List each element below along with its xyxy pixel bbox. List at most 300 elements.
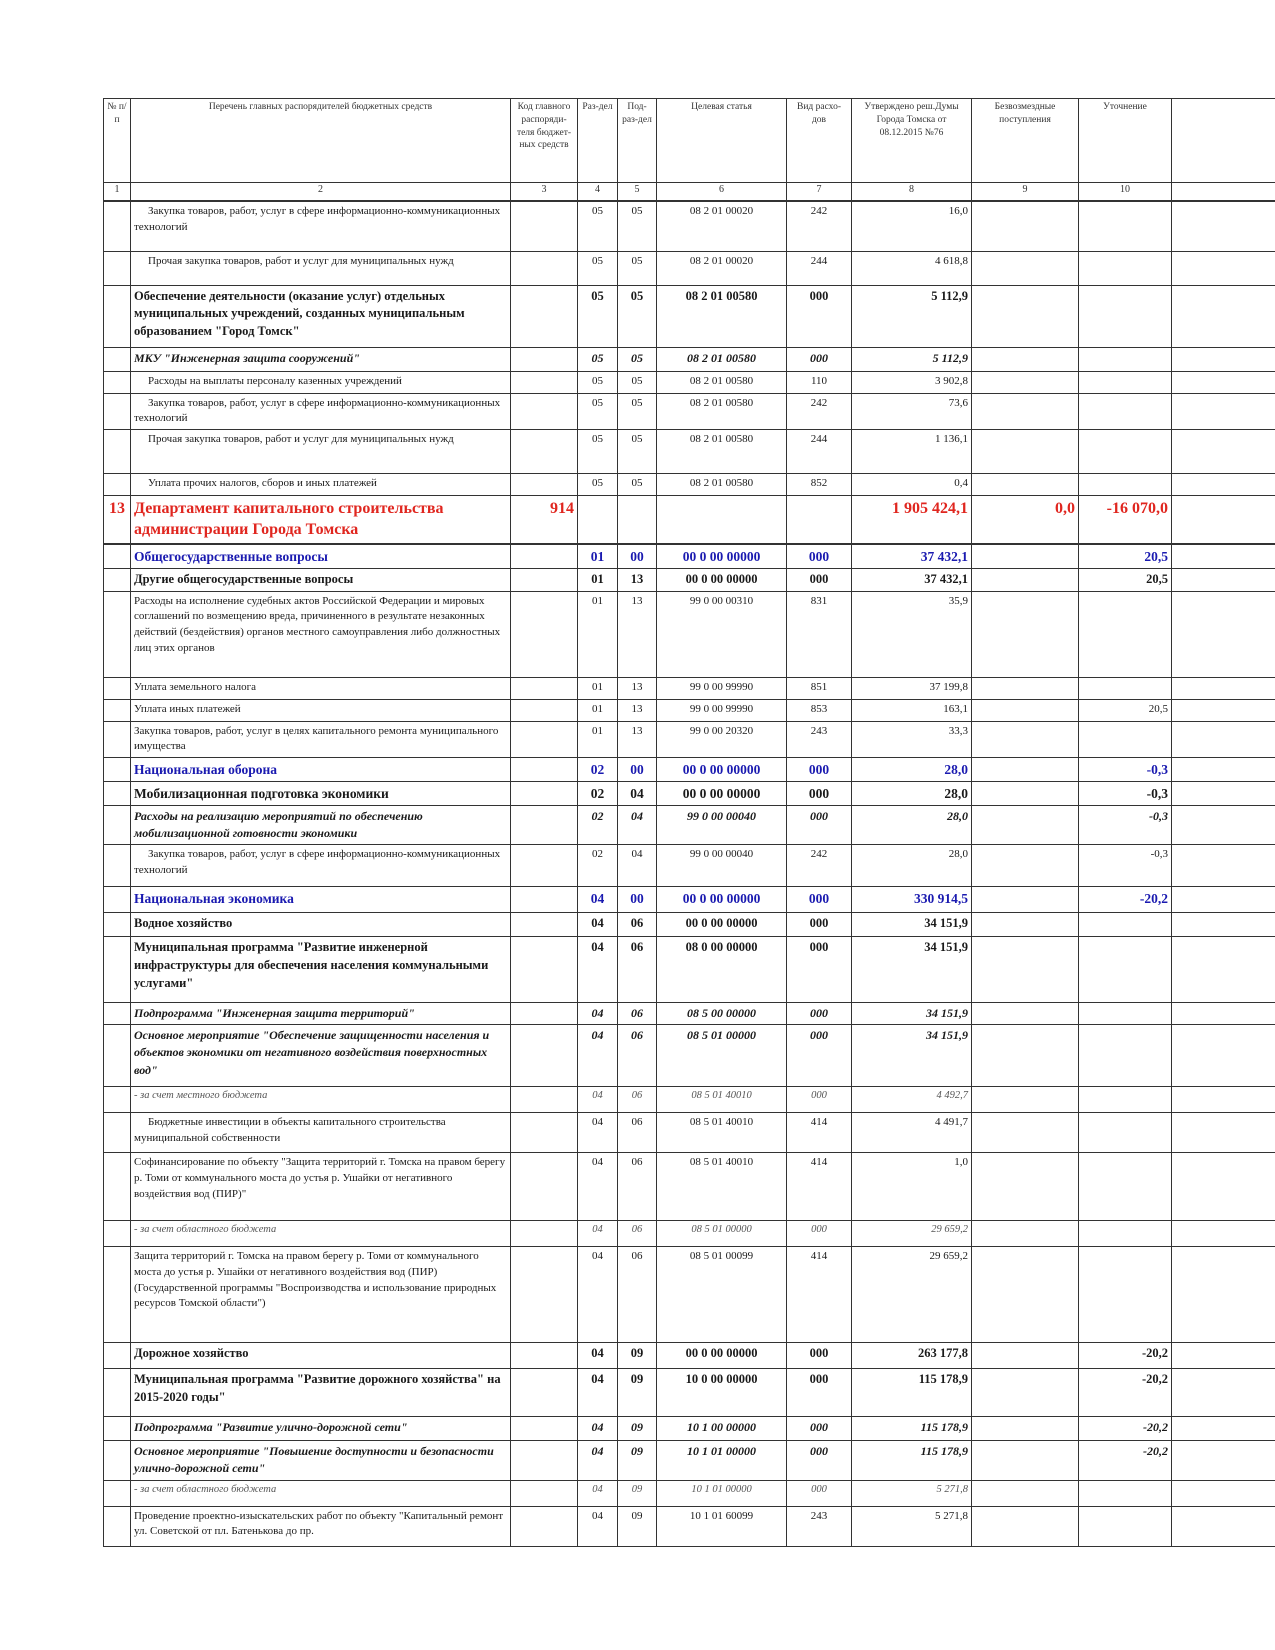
row-name: МКУ "Инженерная защита сооружений"	[131, 347, 511, 371]
header-col-bezv: Безвозмездные поступления	[972, 99, 1079, 183]
extra-cell	[1172, 429, 1275, 473]
row-number	[104, 393, 131, 429]
column-number: 3	[511, 183, 578, 202]
expense-type-cell: 242	[787, 201, 852, 251]
distributor-code	[511, 677, 578, 699]
extra-cell	[1172, 1247, 1275, 1343]
razdel-cell: 05	[578, 393, 618, 429]
target-article-cell: 00 0 00 00000	[657, 1343, 787, 1369]
row-number	[104, 845, 131, 887]
target-article-cell: 08 5 01 40010	[657, 1087, 787, 1113]
table-row	[104, 1113, 1275, 1153]
distributor-code	[511, 1087, 578, 1113]
approved-amount: 28,0	[852, 806, 972, 845]
target-article-cell: 99 0 00 00310	[657, 591, 787, 677]
row-number	[104, 251, 131, 285]
adjustment-amount: -0,3	[1079, 782, 1172, 806]
row-number	[104, 1087, 131, 1113]
podrazdel-cell: 13	[618, 591, 657, 677]
podrazdel-cell: 05	[618, 371, 657, 393]
razdel-cell: 04	[578, 1247, 618, 1343]
expense-type-cell: 852	[787, 473, 852, 495]
adjustment-amount	[1079, 677, 1172, 699]
extra-cell	[1172, 285, 1275, 347]
expense-type-cell: 243	[787, 721, 852, 757]
table-row	[104, 1506, 1275, 1546]
approved-amount: 3 902,8	[852, 371, 972, 393]
grants-amount	[972, 544, 1079, 569]
header-col-statya: Целевая статья	[657, 99, 787, 183]
row-name: Основное мероприятие "Повышение доступности и безопасности улично-дорожной сети"	[131, 1441, 511, 1480]
grants-amount	[972, 1369, 1079, 1417]
adjustment-amount	[1079, 1025, 1172, 1087]
approved-amount: 5 271,8	[852, 1480, 972, 1506]
row-number	[104, 1221, 131, 1247]
row-number	[104, 201, 131, 251]
row-name: - за счет областного бюджета	[131, 1480, 511, 1506]
extra-cell	[1172, 1087, 1275, 1113]
table-row	[104, 347, 1275, 371]
expense-type-cell: 244	[787, 251, 852, 285]
expense-type-cell: 000	[787, 1369, 852, 1417]
razdel-cell: 04	[578, 1369, 618, 1417]
table-row	[104, 677, 1275, 699]
adjustment-amount: -0,3	[1079, 845, 1172, 887]
grants-amount	[972, 1113, 1079, 1153]
row-number: 13	[104, 495, 131, 544]
approved-amount: 115 178,9	[852, 1369, 972, 1417]
target-article-cell: 00 0 00 00000	[657, 544, 787, 569]
distributor-code	[511, 1113, 578, 1153]
distributor-code	[511, 937, 578, 1003]
target-article-cell: 99 0 00 20320	[657, 721, 787, 757]
table-row	[104, 591, 1275, 677]
row-name: Дорожное хозяйство	[131, 1343, 511, 1369]
distributor-code	[511, 1221, 578, 1247]
podrazdel-cell: 09	[618, 1369, 657, 1417]
approved-amount: 1 136,1	[852, 429, 972, 473]
grants-amount	[972, 806, 1079, 845]
grants-amount	[972, 1441, 1079, 1480]
podrazdel-cell: 05	[618, 393, 657, 429]
row-number	[104, 1113, 131, 1153]
row-number	[104, 347, 131, 371]
distributor-code	[511, 591, 578, 677]
distributor-code	[511, 913, 578, 937]
razdel-cell: 04	[578, 1480, 618, 1506]
table-row	[104, 782, 1275, 806]
row-name: Закупка товаров, работ, услуг в сфере информационно-коммуникационных технологий	[131, 201, 511, 251]
razdel-cell: 04	[578, 1221, 618, 1247]
table-row	[104, 887, 1275, 913]
grants-amount	[972, 285, 1079, 347]
row-number	[104, 699, 131, 721]
row-name: Основное мероприятие "Обеспечение защищенности населения и объектов экономики от негативного воздействия поверхностных вод"	[131, 1025, 511, 1087]
extra-cell	[1172, 201, 1275, 251]
expense-type-cell: 000	[787, 1087, 852, 1113]
table-row	[104, 758, 1275, 782]
row-number	[104, 758, 131, 782]
podrazdel-cell: 05	[618, 347, 657, 371]
adjustment-amount	[1079, 937, 1172, 1003]
podrazdel-cell: 13	[618, 569, 657, 592]
column-number: 4	[578, 183, 618, 202]
expense-type-cell: 000	[787, 1003, 852, 1025]
target-article-cell: 10 1 01 00000	[657, 1441, 787, 1480]
target-article-cell: 08 2 01 00580	[657, 393, 787, 429]
approved-amount: 34 151,9	[852, 1025, 972, 1087]
row-name: Бюджетные инвестиции в объекты капитального строительства муниципальной собственности	[131, 1113, 511, 1153]
distributor-code	[511, 1025, 578, 1087]
budget-table-body	[104, 201, 1275, 1546]
adjustment-amount	[1079, 1247, 1172, 1343]
distributor-code	[511, 371, 578, 393]
expense-type-cell: 000	[787, 913, 852, 937]
podrazdel-cell: 13	[618, 699, 657, 721]
table-row	[104, 721, 1275, 757]
razdel-cell: 04	[578, 1153, 618, 1221]
extra-cell	[1172, 782, 1275, 806]
table-row	[104, 473, 1275, 495]
grants-amount	[972, 1480, 1079, 1506]
header-col-extra	[1172, 99, 1275, 183]
table-row	[104, 1087, 1275, 1113]
row-name: Уплата прочих налогов, сборов и иных платежей	[131, 473, 511, 495]
razdel-cell: 04	[578, 1113, 618, 1153]
razdel-cell: 01	[578, 569, 618, 592]
row-number	[104, 473, 131, 495]
podrazdel-cell: 09	[618, 1417, 657, 1441]
target-article-cell: 08 5 01 40010	[657, 1153, 787, 1221]
podrazdel-cell: 00	[618, 544, 657, 569]
row-name: Национальная экономика	[131, 887, 511, 913]
grants-amount	[972, 473, 1079, 495]
row-number	[104, 569, 131, 592]
extra-cell	[1172, 806, 1275, 845]
target-article-cell: 08 0 00 00000	[657, 937, 787, 1003]
podrazdel-cell: 00	[618, 887, 657, 913]
table-row	[104, 937, 1275, 1003]
row-number	[104, 806, 131, 845]
header-col-razdel: Раз-дел	[578, 99, 618, 183]
extra-cell	[1172, 1025, 1275, 1087]
row-number	[104, 371, 131, 393]
extra-cell	[1172, 544, 1275, 569]
row-number	[104, 937, 131, 1003]
row-name: - за счет местного бюджета	[131, 1087, 511, 1113]
budget-table	[103, 98, 1275, 1547]
adjustment-amount	[1079, 1221, 1172, 1247]
approved-amount: 35,9	[852, 591, 972, 677]
extra-cell	[1172, 1221, 1275, 1247]
expense-type-cell: 000	[787, 569, 852, 592]
adjustment-amount: 20,5	[1079, 699, 1172, 721]
expense-type-cell: 000	[787, 1221, 852, 1247]
column-number: 2	[131, 183, 511, 202]
target-article-cell: 08 5 01 00000	[657, 1025, 787, 1087]
target-article-cell: 08 2 01 00580	[657, 371, 787, 393]
target-article-cell: 08 2 01 00020	[657, 201, 787, 251]
adjustment-amount: -20,2	[1079, 1369, 1172, 1417]
razdel-cell: 04	[578, 1025, 618, 1087]
razdel-cell: 01	[578, 544, 618, 569]
grants-amount	[972, 677, 1079, 699]
distributor-code	[511, 429, 578, 473]
adjustment-amount	[1079, 429, 1172, 473]
podrazdel-cell: 09	[618, 1506, 657, 1546]
adjustment-amount	[1079, 371, 1172, 393]
adjustment-amount	[1079, 1506, 1172, 1546]
table-row	[104, 1369, 1275, 1417]
distributor-code	[511, 569, 578, 592]
extra-cell	[1172, 758, 1275, 782]
podrazdel-cell: 05	[618, 473, 657, 495]
approved-amount: 28,0	[852, 845, 972, 887]
approved-amount: 37 199,8	[852, 677, 972, 699]
razdel-cell: 05	[578, 201, 618, 251]
podrazdel-cell: 06	[618, 1025, 657, 1087]
approved-amount: 263 177,8	[852, 1343, 972, 1369]
target-article-cell: 10 1 01 00000	[657, 1480, 787, 1506]
adjustment-amount	[1079, 1153, 1172, 1221]
target-article-cell: 08 5 00 00000	[657, 1003, 787, 1025]
approved-amount: 28,0	[852, 758, 972, 782]
adjustment-amount	[1079, 1003, 1172, 1025]
podrazdel-cell: 09	[618, 1441, 657, 1480]
podrazdel-cell: 04	[618, 806, 657, 845]
razdel-cell: 02	[578, 845, 618, 887]
target-article-cell: 08 5 01 40010	[657, 1113, 787, 1153]
grants-amount	[972, 758, 1079, 782]
target-article-cell: 08 2 01 00020	[657, 251, 787, 285]
extra-cell	[1172, 371, 1275, 393]
row-name: Общегосударственные вопросы	[131, 544, 511, 569]
row-number	[104, 1343, 131, 1369]
row-name: Уплата земельного налога	[131, 677, 511, 699]
grants-amount	[972, 845, 1079, 887]
distributor-code	[511, 544, 578, 569]
expense-type-cell: 000	[787, 1025, 852, 1087]
approved-amount: 4 618,8	[852, 251, 972, 285]
target-article-cell: 08 5 01 00099	[657, 1247, 787, 1343]
target-article-cell	[657, 495, 787, 544]
target-article-cell: 00 0 00 00000	[657, 913, 787, 937]
header-col-code: Код главного распоряди-теля бюджет-ных средств	[511, 99, 578, 183]
column-number: 7	[787, 183, 852, 202]
distributor-code	[511, 473, 578, 495]
target-article-cell: 00 0 00 00000	[657, 782, 787, 806]
target-article-cell: 00 0 00 00000	[657, 569, 787, 592]
header-col-vid: Вид расхо-дов	[787, 99, 852, 183]
extra-cell	[1172, 591, 1275, 677]
distributor-code	[511, 1441, 578, 1480]
table-row	[104, 913, 1275, 937]
row-name: Закупка товаров, работ, услуг в сфере информационно-коммуникационных технологий	[131, 393, 511, 429]
razdel-cell: 02	[578, 758, 618, 782]
extra-cell	[1172, 699, 1275, 721]
expense-type-cell: 000	[787, 347, 852, 371]
distributor-code	[511, 758, 578, 782]
podrazdel-cell: 04	[618, 782, 657, 806]
grants-amount	[972, 1153, 1079, 1221]
approved-amount: 33,3	[852, 721, 972, 757]
grants-amount	[972, 937, 1079, 1003]
approved-amount: 34 151,9	[852, 1003, 972, 1025]
grants-amount	[972, 591, 1079, 677]
distributor-code	[511, 1153, 578, 1221]
adjustment-amount: -20,2	[1079, 1343, 1172, 1369]
row-name: Защита территорий г. Томска на правом берегу р. Томи от коммунального моста до устья р. Ушайки от негативного воздействия вод (ПИР) (Государственной программы "Воспроизводства и использование природных ресурсов Томской области")	[131, 1247, 511, 1343]
target-article-cell: 08 2 01 00580	[657, 429, 787, 473]
razdel-cell: 05	[578, 473, 618, 495]
podrazdel-cell: 06	[618, 913, 657, 937]
target-article-cell: 08 5 01 00000	[657, 1221, 787, 1247]
razdel-cell: 02	[578, 806, 618, 845]
approved-amount: 29 659,2	[852, 1221, 972, 1247]
table-row	[104, 251, 1275, 285]
table-row	[104, 201, 1275, 251]
row-name: Прочая закупка товаров, работ и услуг для муниципальных нужд	[131, 251, 511, 285]
approved-amount: 5 112,9	[852, 285, 972, 347]
grants-amount	[972, 1003, 1079, 1025]
expense-type-cell: 110	[787, 371, 852, 393]
grants-amount	[972, 429, 1079, 473]
row-number	[104, 1025, 131, 1087]
target-article-cell: 99 0 00 99990	[657, 699, 787, 721]
expense-type-cell: 000	[787, 937, 852, 1003]
expense-type-cell: 414	[787, 1113, 852, 1153]
adjustment-amount	[1079, 1087, 1172, 1113]
expense-type-cell: 000	[787, 1441, 852, 1480]
grants-amount: 0,0	[972, 495, 1079, 544]
target-article-cell: 99 0 00 00040	[657, 806, 787, 845]
row-name: Расходы на исполнение судебных актов Российской Федерации и мировых соглашений по возмещению вреда, причиненного в результате незаконных действий (бездействия) органов местного самоуправления либо должностных лиц этих органов	[131, 591, 511, 677]
row-number	[104, 591, 131, 677]
extra-cell	[1172, 569, 1275, 592]
column-number: 8	[852, 183, 972, 202]
approved-amount: 29 659,2	[852, 1247, 972, 1343]
table-row	[104, 1441, 1275, 1480]
table-row	[104, 1025, 1275, 1087]
extra-cell	[1172, 677, 1275, 699]
distributor-code	[511, 721, 578, 757]
row-name: Подпрограмма "Инженерная защита территорий"	[131, 1003, 511, 1025]
row-name: Проведение проектно-изыскательских работ по объекту "Капитальный ремонт ул. Советской от пл. Батенькова до пр.	[131, 1506, 511, 1546]
table-row	[104, 1153, 1275, 1221]
expense-type-cell: 853	[787, 699, 852, 721]
razdel-cell: 05	[578, 347, 618, 371]
table-row	[104, 429, 1275, 473]
distributor-code	[511, 845, 578, 887]
column-number: 10	[1079, 183, 1172, 202]
expense-type-cell: 851	[787, 677, 852, 699]
approved-amount: 16,0	[852, 201, 972, 251]
approved-amount: 115 178,9	[852, 1441, 972, 1480]
distributor-code	[511, 1343, 578, 1369]
approved-amount: 73,6	[852, 393, 972, 429]
approved-amount: 115 178,9	[852, 1417, 972, 1441]
extra-cell	[1172, 1003, 1275, 1025]
adjustment-amount	[1079, 473, 1172, 495]
approved-amount: 1 905 424,1	[852, 495, 972, 544]
razdel-cell: 04	[578, 1441, 618, 1480]
adjustment-amount	[1079, 721, 1172, 757]
row-number	[104, 887, 131, 913]
approved-amount: 4 491,7	[852, 1113, 972, 1153]
extra-cell	[1172, 1113, 1275, 1153]
razdel-cell: 04	[578, 1417, 618, 1441]
row-number	[104, 1003, 131, 1025]
column-number: 1	[104, 183, 131, 202]
target-article-cell: 10 1 01 60099	[657, 1506, 787, 1546]
row-number	[104, 544, 131, 569]
table-row	[104, 569, 1275, 592]
adjustment-amount	[1079, 285, 1172, 347]
row-number	[104, 1506, 131, 1546]
distributor-code	[511, 1247, 578, 1343]
adjustment-amount	[1079, 201, 1172, 251]
row-number	[104, 429, 131, 473]
adjustment-amount: 20,5	[1079, 544, 1172, 569]
target-article-cell: 10 1 00 00000	[657, 1417, 787, 1441]
grants-amount	[972, 251, 1079, 285]
table-row	[104, 1003, 1275, 1025]
table-row	[104, 1343, 1275, 1369]
podrazdel-cell: 09	[618, 1480, 657, 1506]
row-name: - за счет областного бюджета	[131, 1221, 511, 1247]
extra-cell	[1172, 1369, 1275, 1417]
distributor-code	[511, 393, 578, 429]
row-name: Мобилизационная подготовка экономики	[131, 782, 511, 806]
row-number	[104, 1480, 131, 1506]
grants-amount	[972, 1417, 1079, 1441]
adjustment-amount	[1079, 591, 1172, 677]
column-number: 6	[657, 183, 787, 202]
approved-amount: 37 432,1	[852, 569, 972, 592]
distributor-code	[511, 1506, 578, 1546]
expense-type-cell: 000	[787, 285, 852, 347]
distributor-code	[511, 806, 578, 845]
grants-amount	[972, 347, 1079, 371]
expense-type-cell: 000	[787, 782, 852, 806]
table-row	[104, 393, 1275, 429]
grants-amount	[972, 371, 1079, 393]
distributor-code	[511, 1480, 578, 1506]
row-number	[104, 1441, 131, 1480]
table-row	[104, 806, 1275, 845]
expense-type-cell: 000	[787, 806, 852, 845]
row-name: Расходы на реализацию мероприятий по обеспечению мобилизационной готовности экономики	[131, 806, 511, 845]
grants-amount	[972, 393, 1079, 429]
expense-type-cell: 000	[787, 1343, 852, 1369]
podrazdel-cell: 05	[618, 251, 657, 285]
approved-amount: 34 151,9	[852, 913, 972, 937]
expense-type-cell: 414	[787, 1153, 852, 1221]
grants-amount	[972, 782, 1079, 806]
razdel-cell: 04	[578, 1087, 618, 1113]
distributor-code	[511, 1369, 578, 1417]
razdel-cell: 05	[578, 251, 618, 285]
podrazdel-cell: 06	[618, 937, 657, 1003]
grants-amount	[972, 887, 1079, 913]
column-number: 9	[972, 183, 1079, 202]
podrazdel-cell: 06	[618, 1087, 657, 1113]
row-name: Закупка товаров, работ, услуг в сфере информационно-коммуникационных технологий	[131, 845, 511, 887]
row-name: Муниципальная программа "Развитие инженерной инфраструктуры для обеспечения населения коммунальными услугами"	[131, 937, 511, 1003]
row-number	[104, 913, 131, 937]
extra-cell	[1172, 347, 1275, 371]
row-number	[104, 721, 131, 757]
